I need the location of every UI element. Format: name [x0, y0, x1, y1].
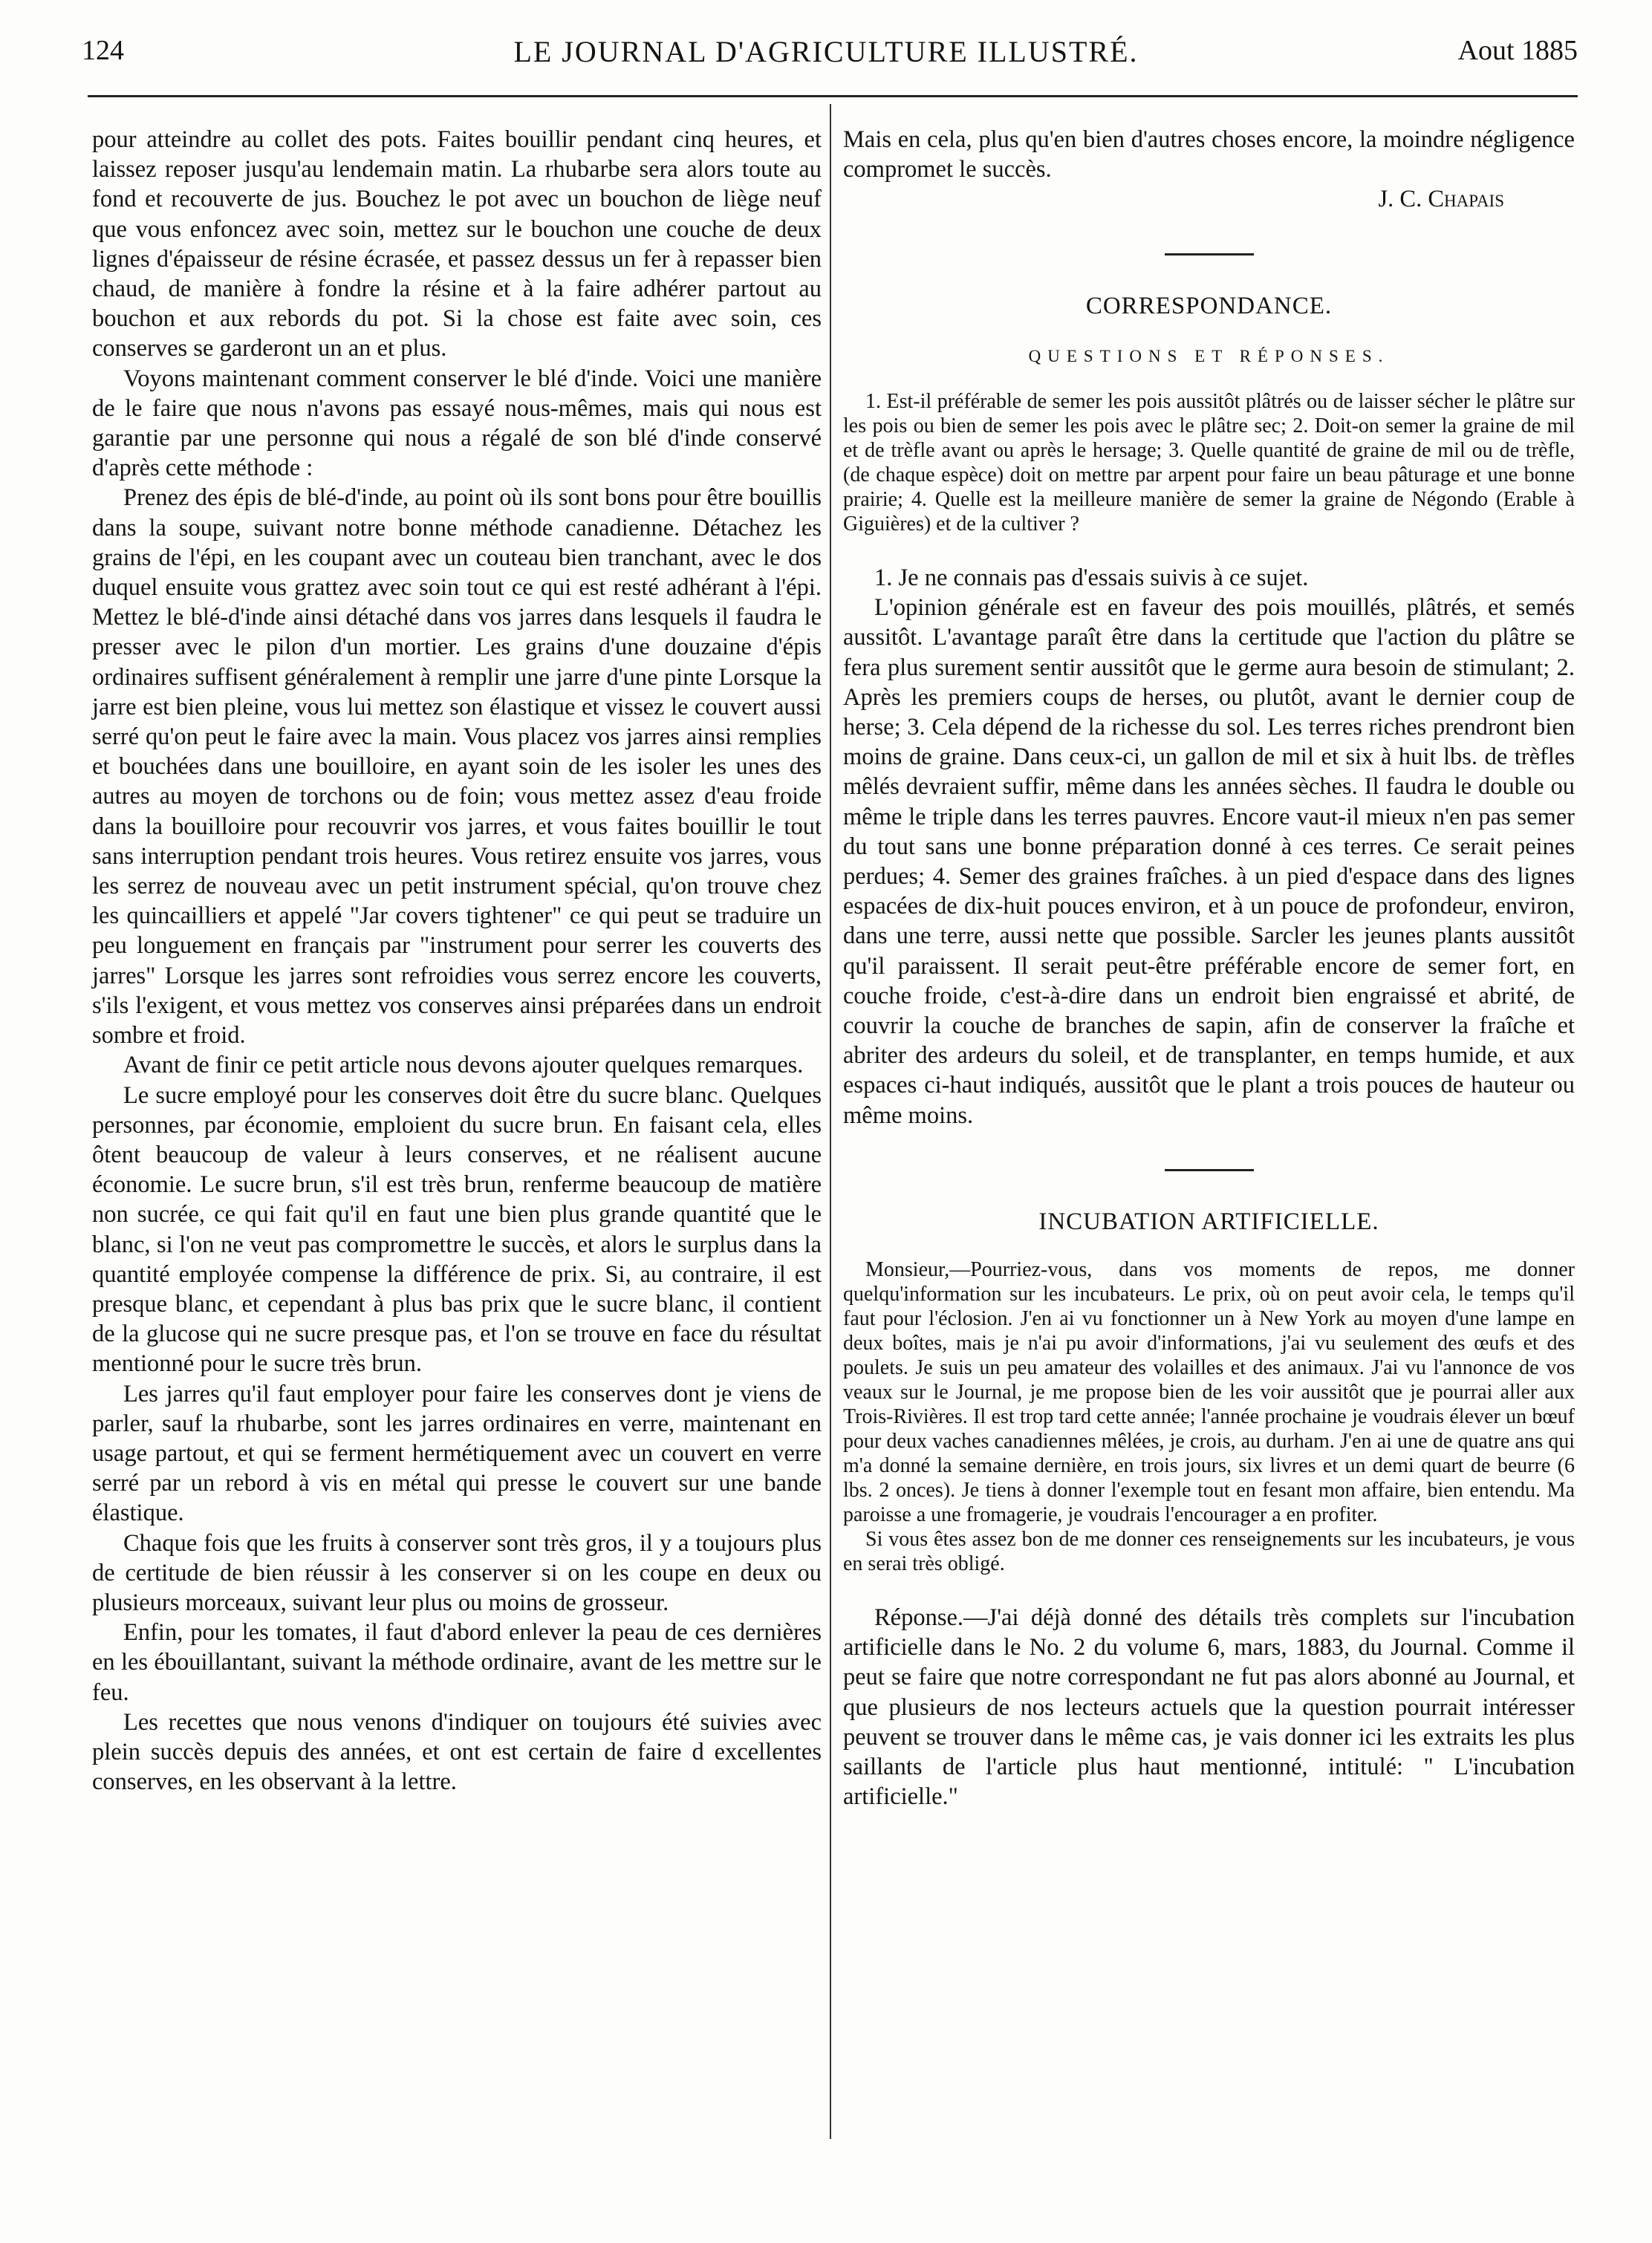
incubation-heading: INCUBATION ARTIFICIELLE.: [1038, 1208, 1379, 1235]
paragraph: Prenez des épis de blé-d'inde, au point où ils sont bons pour être bouillis dans la soupe, suivant notre bonne méthode canadienne. Détachez les grains de l'épi, en les coupant avec un couteau bien tranchant, avec le dos duquel ensuite vous grattez avec soin tout ce qui est resté adhérant à l'épi. Mettez le blé-d'inde ainsi détaché dans vos jarres dans lesquels il faudra le presser avec le pilon d'un mortier. Les grains d'une douzaine d'épis ordinaires suffisent généralement à remplir une jarre d'une pinte Lorsque la jarre est bien pleine, vous lui mettez son élastique et vissez le couvert aussi serré qu'on peut le faire avec la main. Vous placez vos jarres ainsi remplies et bouchées dans une bouilloire, en ayant soin de les isoler les unes des autres au moyen de torchons ou de foin; vous mettez assez d'eau froide dans la bouilloire pour recouvrir vos jarres, et vous faites bouillir le tout sans interruption pendant trois heures. Vous retirez ensuite vos jarres, vous les serrez de nouveau avec un petit instrument spécial, qu'on trouve chez les quincailliers et appelé "Jar covers tightener" ce qui peut se traduire un peu longuement en français par "instrument pour serrer les couverts des jarres" Lorsque les jarres sont refroidies vous serrez encore les couverts, s'ils l'exigent, et vous mettez vos conserves ainsi préparées dans un endroit sombre et froid.: [92, 484, 822, 1049]
answer-paragraph: L'opinion générale est en faveur des pois mouillés, plâtrés, et semés aussitôt. L'avantage paraît être dans la certitude que l'action du plâtre se fera plus surement sentir aussitôt que le germe aura besoin de stimulant; 2. Après les premiers coups de herses, ou plutôt, avant le dernier coup de herse; 3. Cela dépend de la richesse du sol. Les terres riches prendront bien moins de graine. Dans ceux-ci, un gallon de mil et six à huit lbs. de trèfles mêlés devraient suffir, même dans les années sèches. Il faudra le double ou même le triple dans les terres pauvres. Encore vaut-il mieux n'en pas semer du tout sans une bonne préparation donné à ces terres. Ce serait peines perdues; 4. Semer des graines fraîches. à un pied d'espace dans des lignes espacées de dix-huit pouces environ, et à un pouce de profondeur, environ, dans une terre, aussi nette que possible. Sarcler les jeunes plants aussitôt qu'il paraissent. Il serait peut-être préférable encore de semer fort, en couche froide, c'est-à-dire dans un endroit bien engraissé et abrité, de couvrir la couche de branches de sapin, afin de conserver la fraîche et abriter des ardeurs du soleil, et de transplanter, en temps humide, et aux espaces ci-haut indiqués, aussitôt que le plant a trois pouces de hauteur ou même moins.: [843, 594, 1575, 1129]
journal-title: LE JOURNAL D'AGRICULTURE ILLUSTRÉ.: [513, 35, 1139, 68]
correspondance-heading: CORRESPONDANCE.: [1085, 292, 1333, 319]
paragraph: Le sucre employé pour les conserves doit être du sucre blanc. Quelques personnes, par économie, emploient du sucre brun. En faisant cela, elles ôtent beaucoup de valeur à leurs conserves, et ne réalisent aucune économie. Le sucre brun, s'il est très brun, renferme beaucoup de matière non sucrée, ce qui fait qu'il en faut une bien plus grande quantité que le blanc, si l'on ne veut pas compromettre le succès, et alors le surplus dans la quantité employée compense la différence de prix. Si, au contraire, il est presque blanc, et cependant à plus bas prix que le sucre blanc, il contient de la glucose qui ne sucre presque pas, et l'on se trouve en face du résultat mentionné pour le sucre très brun.: [92, 1081, 822, 1378]
issue-date: Aout 1885: [1457, 35, 1578, 66]
spacer: [843, 1576, 1575, 1603]
reply-paragraph: Réponse.—J'ai déjà donné des détails très complets sur l'incubation artificielle dans le No. 2 du volume 6, mars, 1883, du Journal. Comme il peut se faire que notre correspondant ne fut pas alors abonné au Journal, et que plusieurs de nos lecteurs actuels que la question pourrait intéresser peuvent se trouver dans le même cas, je vais donner ici les extraits les plus saillants de l'article plus haut mentionné, intitulé: " L'incubation artificielle.": [843, 1604, 1575, 1811]
answer-paragraph: 1. Je ne connais pas d'essais suivis à ce sujet.: [874, 564, 1309, 592]
paragraph: Voyons maintenant comment conserver le blé d'inde. Voici une manière de le faire que nous n'avons pas essayé nous-mêmes, mais qui nous est garantie par une personne qui nous a régalé de son blé d'inde conservé d'après cette méthode :: [92, 365, 822, 482]
right-column: [843, 125, 1575, 1812]
paragraph: Chaque fois que les fruits à conserver sont très gros, il y a toujours plus de certitude de bien réussir à les conserver si on les coupe en deux ou plusieurs morceaux, suivant leur plus ou moins de grosseur.: [92, 1529, 822, 1616]
questions-subheading: QUESTIONS ET RÉPONSES.: [1028, 346, 1390, 365]
page-header: [74, 24, 1578, 83]
letter-paragraph: Si vous êtes assez bon de me donner ces renseignements sur les incubateurs, je vous en serai très obligé.: [843, 1528, 1575, 1576]
paragraph: Les recettes que nous venons d'indiquer on toujours été suivies avec plein succès depuis des années, et ont est certain de faire d excellentes conserves, en les observant à la lettre.: [92, 1708, 822, 1796]
section-separator: [1165, 253, 1254, 255]
spacer: [843, 536, 1575, 563]
question-block: [843, 389, 1575, 536]
letter-block: [843, 1257, 1575, 1576]
header-rule: [88, 95, 1578, 97]
paragraph: pour atteindre au collet des pots. Faites bouillir pendant cinq heures, et laissez reposer jusqu'au lendemain matin. La rhubarbe sera alors toute au fond et recouverte de jus. Bouchez le pot avec un bouchon de liège neuf que vous enfoncez avec soin, mettez sur le bouchon une couche de deux lignes d'épaisseur de résine écrasée, et passez dessus un fer à repasser bien chaud, de manière à fondre la résine et à la faire adhérer partout au bouchon et aux rebords du pot. Si la chose est faite avec soin, ces conserves se garderont un an et plus.: [92, 126, 822, 362]
paragraph: Avant de finir ce petit article nous devons ajouter quelques remarques.: [123, 1052, 804, 1079]
paragraph: Les jarres qu'il faut employer pour faire les conserves dont je viens de parler, sauf la rhubarbe, sont les jarres ordinaires en verre, maintenant en usage partout, et qui se ferment hermétiquement avec un couvert en verre serré par un rebord à vis en métal qui presse le couvert sur une bande élastique.: [92, 1380, 822, 1527]
paragraph: Enfin, pour les tomates, il faut d'abord enlever la peau de ces dernières en les ébouillantant, suivant la méthode ordinaire, avant de les mettre sur le feu.: [92, 1619, 822, 1706]
question-paragraph: 1. Est-il préférable de semer les pois aussitôt plâtrés ou de laisser sécher le plâtre sur les pois ou bien de semer les pois avec le plâtre sec; 2. Doit-on semer la graine de mil et de trèfle avant ou après le hersage; 3. Quelle quantité de graine de mil ou de trèfle, (de chaque espèce) doit on mettre par arpent pour faire un beau pâturage et une bonne prairie; 4. Quelle est la meilleure manière de semer la graine de Négondo (Erable à Giguières) et de la cultiver ?: [843, 390, 1575, 536]
left-column: [92, 125, 822, 1797]
continuation-paragraph: Mais en cela, plus qu'en bien d'autres choses encore, la moindre négligence compromet le succès.: [843, 126, 1575, 183]
letter-paragraph: Monsieur,—Pourriez-vous, dans vos moments de repos, me donner quelqu'information sur les incubateurs. Le prix, où on peut avoir cela, le temps qu'il faut pour l'éclosion. J'en ai vu fonctionner un à New York au moyen d'une lampe en deux boîtes, mais je n'ai pu avoir d'informations, j'ai vu seulement des œufs et des poulets. Je suis un peu amateur des volailles et des animaux. J'ai vu l'annonce de vos veaux sur le Journal, je me propose bien de les voir aussitôt que je pourrai aller aux Trois-Rivières. Il est trop tard cette année; l'année prochaine je voudrais élever un bœuf pour deux vaches canadiennes mêlées, je crois, au durham. J'en ai une de quatre ans qui m'a donné la semaine dernière, en trois jours, six livres et un demi quart de beurre (6 lbs. 2 onces). Je tiens à donner l'exemple tout en fesant mon affaire, bien entendu. Ma paroisse a une fromagerie, je voudrais l'encourager a en profiter.: [843, 1258, 1575, 1527]
page-number: 124: [82, 35, 124, 66]
column-divider: [830, 104, 831, 2139]
section-separator: [1165, 1169, 1254, 1171]
author-signature: J. C. Chapais: [1378, 186, 1504, 213]
